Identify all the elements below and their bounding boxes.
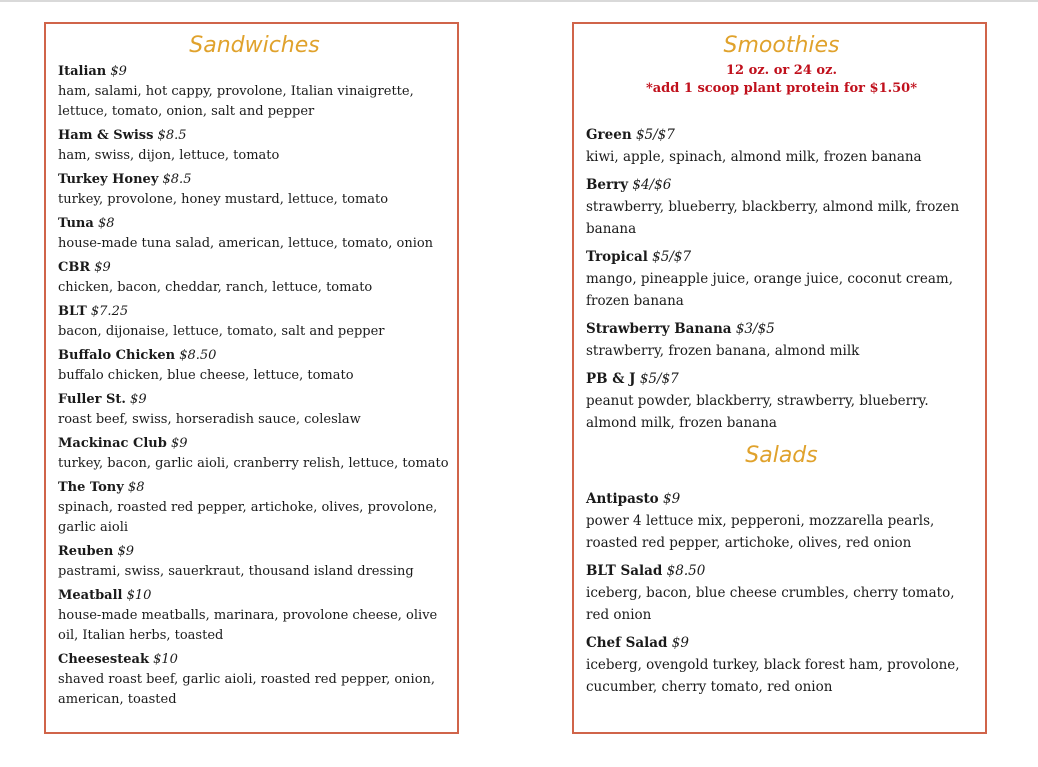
smoothies-title: Smoothies — [723, 33, 840, 58]
smoothie-item — [586, 246, 977, 312]
salad-item — [586, 560, 977, 626]
sandwich-item-name: Tuna — [58, 216, 94, 231]
sandwich-item-name: Reuben — [58, 544, 114, 559]
sandwich-item — [58, 390, 451, 430]
sandwich-item-description: roast beef, swiss, horseradish sauce, coleslaw — [58, 412, 361, 427]
salad-item — [586, 488, 977, 554]
salad-item-price: $9 — [662, 491, 681, 507]
sandwich-item-header — [58, 586, 451, 606]
sandwich-item-name: Buffalo Chicken — [58, 348, 176, 363]
smoothie-item-header — [586, 174, 977, 196]
salad-item-name: Chef Salad — [586, 635, 668, 651]
smoothie-sizes: 12 oz. or 24 oz. — [726, 63, 837, 78]
sandwich-item-description: house-made tuna salad, american, lettuce, tomato, onion — [58, 236, 434, 251]
sandwich-item-header — [58, 302, 451, 322]
salad-item-header — [586, 632, 977, 654]
smoothie-item — [586, 318, 977, 362]
smoothie-item-price: $5/$7 — [635, 127, 675, 143]
sandwich-item — [58, 170, 451, 210]
sandwich-item-price: $9 — [110, 64, 127, 79]
sandwich-item-description: ham, swiss, dijon, lettuce, tomato — [58, 148, 280, 163]
sandwich-item-name: Ham & Swiss — [58, 128, 154, 143]
salad-item-price: $9 — [671, 635, 689, 651]
sandwich-item — [58, 478, 451, 538]
smoothie-addon-note: *add 1 scoop plant protein for $1.50* — [645, 81, 918, 96]
sandwich-item-price: $8 — [127, 480, 145, 495]
sandwich-item — [58, 302, 451, 342]
sandwich-item — [58, 346, 451, 386]
sandwich-item — [58, 62, 451, 122]
smoothie-item-header — [586, 368, 977, 390]
sandwich-item-name: Mackinac Club — [58, 436, 167, 451]
sandwich-item-header — [58, 170, 451, 190]
sandwich-item-price: $8.5 — [162, 172, 192, 187]
sandwich-item-price: $9 — [94, 260, 111, 275]
sandwich-item-name: The Tony — [58, 480, 124, 495]
sandwich-item-price: $10 — [126, 588, 152, 603]
sandwiches-title: Sandwiches — [189, 33, 320, 58]
smoothie-item — [586, 174, 977, 240]
sandwich-item-header — [58, 650, 451, 670]
sandwich-item-price: $8.50 — [179, 348, 217, 363]
salad-item-description: iceberg, ovengold turkey, black forest ham, provolone, cucumber, cherry tomato, red onion — [586, 657, 960, 695]
sandwich-item-description: buffalo chicken, blue cheese, lettuce, tomato — [58, 368, 354, 383]
smoothie-item-header — [586, 246, 977, 268]
sandwich-item-header — [58, 390, 451, 410]
sandwich-item-header — [58, 542, 451, 562]
smoothie-item — [586, 124, 977, 168]
sandwich-item — [58, 214, 451, 254]
sandwich-item — [58, 542, 451, 582]
sandwich-item-name: Italian — [58, 64, 107, 79]
smoothie-item-description: kiwi, apple, spinach, almond milk, frozen banana — [586, 149, 922, 165]
smoothie-item-description: mango, pineapple juice, orange juice, coconut cream, frozen banana — [586, 271, 954, 309]
sandwich-item-name: Cheesesteak — [58, 652, 149, 667]
smoothies-salads-panel — [572, 22, 987, 734]
sandwich-item-price: $9 — [170, 436, 188, 451]
sandwich-item-header — [58, 346, 451, 366]
salad-item-description: power 4 lettuce mix, pepperoni, mozzarella pearls, roasted red pepper, artichoke, olives, red onion — [586, 513, 935, 551]
smoothie-item-price: $5/$7 — [652, 249, 692, 265]
spacer — [586, 472, 977, 488]
sandwich-item — [58, 434, 451, 474]
sandwich-item-price: $9 — [117, 544, 135, 559]
smoothie-item-name: Berry — [586, 177, 629, 193]
salad-item-description: iceberg, bacon, blue cheese crumbles, cherry tomato, red onion — [586, 585, 955, 623]
salads-title: Salads — [745, 443, 818, 468]
sandwich-item-description: ham, salami, hot cappy, provolone, Italian vinaigrette, lettuce, tomato, onion, salt and pepper — [58, 84, 414, 119]
salad-item-price: $8.50 — [666, 563, 706, 579]
sandwich-item-price: $8 — [97, 216, 115, 231]
smoothie-item-description: strawberry, frozen banana, almond milk — [586, 343, 860, 359]
smoothie-item-description: strawberry, blueberry, blackberry, almond milk, frozen banana — [586, 199, 960, 237]
top-divider — [0, 0, 1038, 2]
smoothie-item — [586, 368, 977, 434]
sandwich-item-description: shaved roast beef, garlic aioli, roasted red pepper, onion, american, toasted — [58, 672, 436, 707]
smoothie-item-header — [586, 318, 977, 340]
sandwich-item — [58, 586, 451, 646]
sandwich-item-header — [58, 434, 451, 454]
salad-item-name: Antipasto — [586, 491, 659, 507]
sandwich-item-header — [58, 214, 451, 234]
salad-list — [586, 488, 977, 698]
sandwich-item-description: house-made meatballs, marinara, provolone cheese, olive oil, Italian herbs, toasted — [58, 608, 438, 643]
smoothie-item-price: $3/$5 — [735, 321, 775, 337]
smoothie-item-header — [586, 124, 977, 146]
sandwich-item-price: $7.25 — [90, 304, 129, 319]
sandwiches-panel — [44, 22, 459, 734]
sandwich-item-header — [58, 478, 451, 498]
smoothie-list — [586, 124, 977, 434]
sandwich-item-price: $10 — [153, 652, 178, 667]
sandwich-item-name: Fuller St. — [58, 392, 126, 407]
sandwich-item-description: pastrami, swiss, sauerkraut, thousand island dressing — [58, 564, 414, 579]
smoothie-item-description: peanut powder, blackberry, strawberry, blueberry. almond milk, frozen banana — [586, 393, 929, 431]
sandwich-item-header — [58, 258, 451, 278]
sandwich-item-description: chicken, bacon, cheddar, ranch, lettuce, tomato — [58, 280, 373, 295]
spacer — [586, 98, 977, 124]
sandwich-item-name: Turkey Honey — [58, 172, 159, 187]
sandwich-item-header — [58, 62, 451, 82]
salad-item-header — [586, 488, 977, 510]
smoothie-item-name: Strawberry Banana — [586, 321, 732, 337]
smoothie-item-price: $5/$7 — [639, 371, 679, 387]
smoothie-item-name: PB & J — [586, 371, 636, 387]
salad-item — [586, 632, 977, 698]
salad-item-name: BLT Salad — [586, 563, 663, 579]
sandwich-item — [58, 126, 451, 166]
sandwich-item — [58, 650, 451, 710]
smoothie-item-price: $4/$6 — [632, 177, 672, 193]
sandwich-item-price: $9 — [130, 392, 147, 407]
sandwich-item-name: BLT — [58, 304, 87, 319]
sandwich-item-name: Meatball — [58, 588, 123, 603]
smoothie-item-name: Green — [586, 127, 632, 143]
smoothie-item-name: Tropical — [586, 249, 648, 265]
sandwich-item-name: CBR — [58, 260, 91, 275]
sandwich-item — [58, 258, 451, 298]
salad-item-header — [586, 560, 977, 582]
sandwich-item-price: $8.5 — [157, 128, 187, 143]
sandwich-item-description: turkey, provolone, honey mustard, lettuce, tomato — [58, 192, 389, 207]
sandwich-item-description: bacon, dijonaise, lettuce, tomato, salt and pepper — [58, 324, 385, 339]
sandwich-item-header — [58, 126, 451, 146]
sandwich-item-description: turkey, bacon, garlic aioli, cranberry relish, lettuce, tomato — [58, 456, 449, 471]
sandwich-item-description: spinach, roasted red pepper, artichoke, olives, provolone, garlic aioli — [58, 500, 438, 535]
sandwich-list — [58, 62, 451, 710]
